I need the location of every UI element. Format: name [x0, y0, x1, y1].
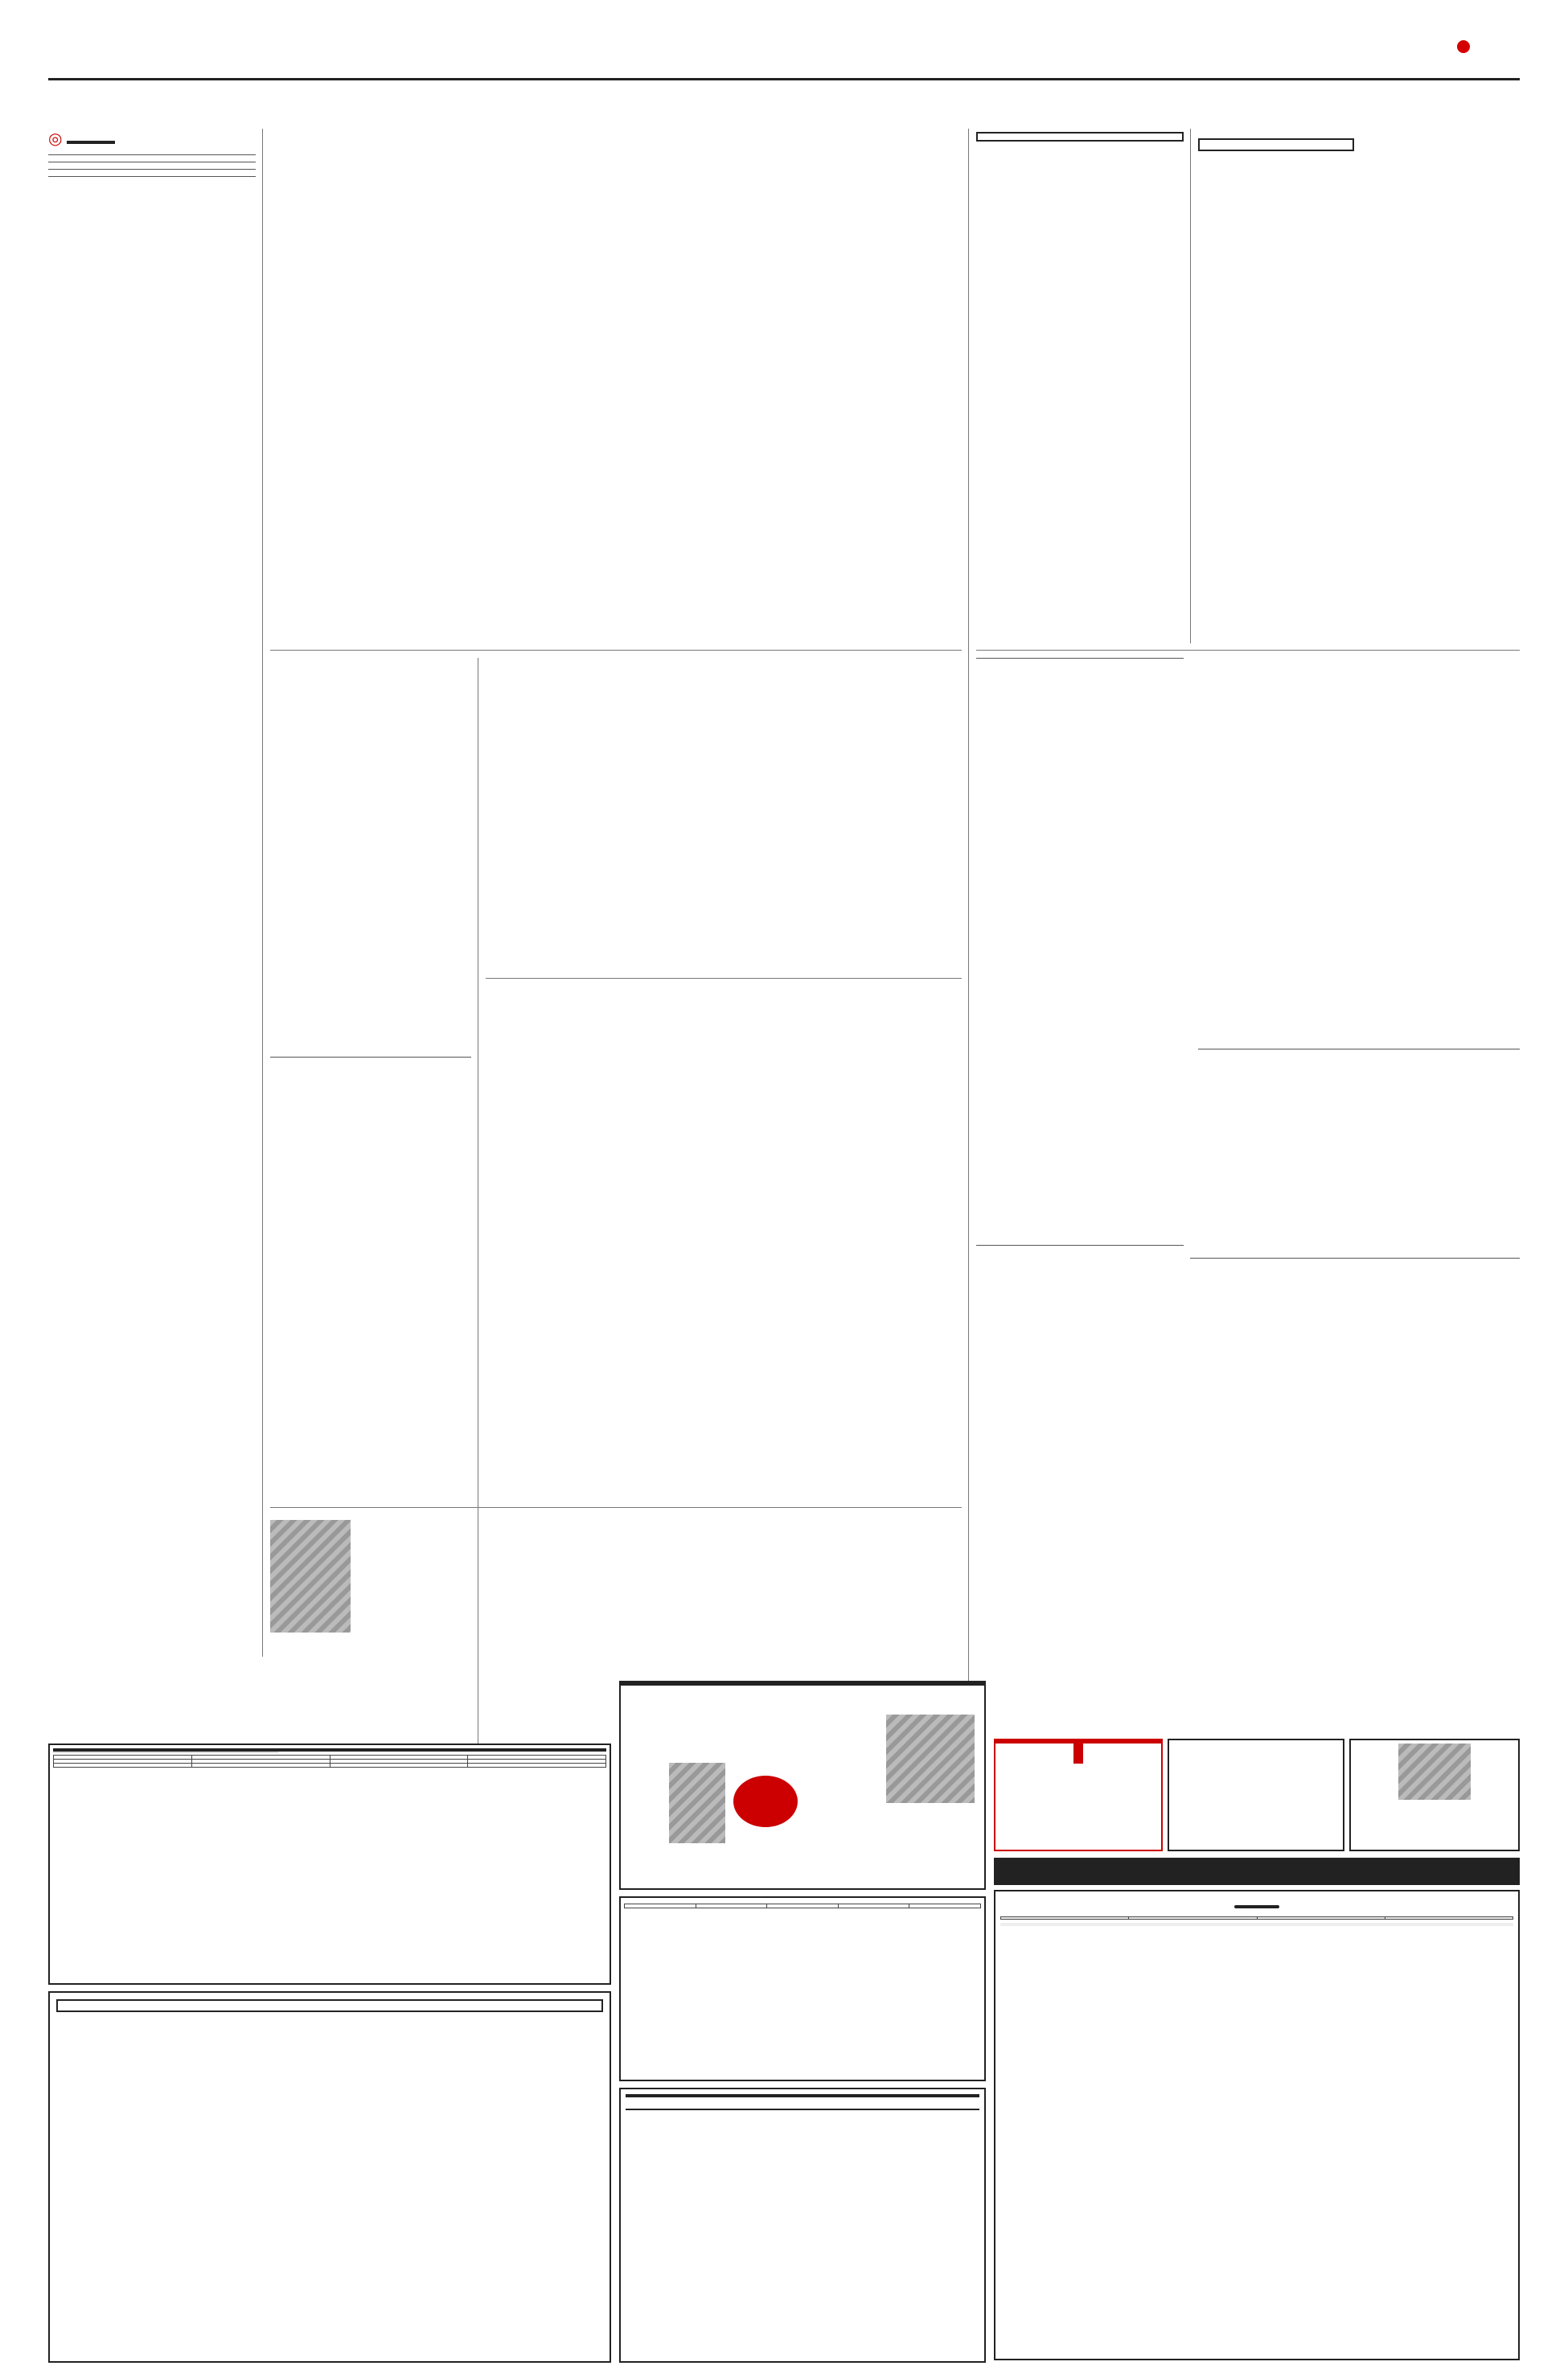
article-terror [1198, 129, 1520, 643]
contract-ad[interactable] [48, 1991, 611, 2363]
hair-life-ad[interactable] [619, 1681, 986, 1890]
column-ek-polok [48, 129, 256, 1661]
offer-badge [733, 1776, 798, 1827]
big-job-note [1000, 1923, 1513, 1926]
article-democracy [976, 1238, 1184, 1801]
ek-polok-icon: ◎ [48, 129, 63, 148]
mymensingh-headline-box [976, 132, 1184, 142]
big-job-table [1000, 1916, 1513, 1920]
section-divider [976, 650, 1520, 651]
divider [48, 154, 256, 155]
prefab-banner [994, 1858, 1520, 1885]
ek-polok-label [67, 141, 115, 144]
article-laxmipur [1190, 1251, 1520, 1702]
article-police-case [976, 651, 1184, 1230]
divider [48, 176, 256, 177]
small-job-table [624, 1904, 981, 1908]
slim-belt-ad[interactable] [1349, 1739, 1520, 1851]
section-divider [486, 978, 962, 979]
pull-quote [1198, 138, 1354, 151]
column-divider [262, 129, 263, 1657]
divider [48, 169, 256, 170]
article-child-death [270, 658, 471, 1044]
column-divider [968, 129, 969, 1817]
lead-article [270, 129, 962, 643]
page-header [48, 16, 1520, 80]
visa-ad[interactable] [1168, 1739, 1344, 1851]
bp-sms-ad[interactable] [994, 1739, 1163, 1851]
lead-body [270, 133, 962, 511]
article-jessore [1198, 658, 1520, 1036]
ek-polok-header [48, 129, 256, 148]
column-divider [1190, 129, 1191, 643]
tv-news-ad[interactable] [619, 2088, 986, 2363]
article-stipend [486, 658, 962, 973]
article-journalists [270, 1050, 471, 1501]
hair-before-photo [669, 1763, 725, 1843]
hair-after-photo [886, 1715, 975, 1803]
campus-table [53, 1755, 606, 1768]
article-brother [486, 984, 962, 1435]
section-dot-icon [1457, 40, 1470, 53]
section-divider [270, 650, 962, 651]
ultrasound-ad[interactable] [48, 1744, 611, 1985]
big-job-ad[interactable] [994, 1890, 1520, 2360]
article-waste [1198, 1042, 1520, 1243]
big-job-title [1234, 1905, 1279, 1908]
slim-belt-photo [1398, 1744, 1471, 1800]
article-mymensingh [976, 129, 1184, 643]
habib-photo [270, 1520, 351, 1633]
small-job-ad[interactable] [619, 1896, 986, 2081]
